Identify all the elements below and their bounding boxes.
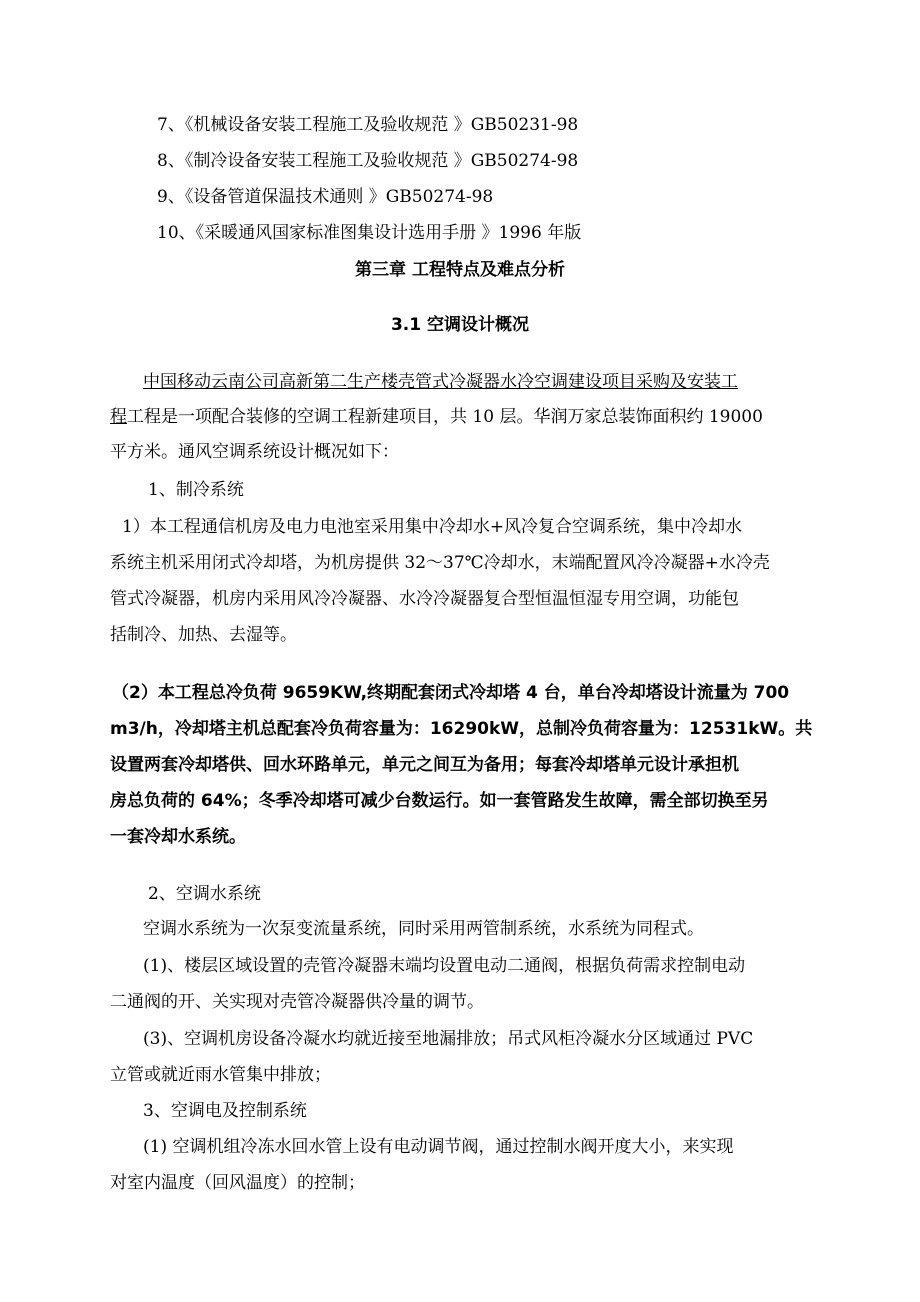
- paragraph-line: 1）本工程通信机房及电力电池室采用集中冷却水+风冷复合空调系统，集中冷却水: [122, 517, 743, 537]
- intro-line-2: [110, 406, 763, 428]
- paragraph-line: 对室内温度（回风温度）的控制；: [110, 1173, 365, 1193]
- section-title: 3.1 空调设计概况: [390, 315, 530, 335]
- intro-line-3: 平方米。通风空调系统设计概况如下：: [110, 442, 399, 462]
- project-name-end: 程: [110, 407, 127, 427]
- paragraph-line: 管式冷凝器，机房内采用风冷冷凝器、水冷冷凝器复合型恒温恒湿专用空调，功能包: [110, 589, 739, 609]
- paragraph-line: （2）本工程总冷负荷 9659KW,终期配套闭式冷却塔 4 台，单台冷却塔设计流量为 700: [112, 683, 790, 703]
- reference-item: 7、《机械设备安装工程施工及验收规范 》GB50231-98: [157, 115, 579, 135]
- paragraph-line: 设置两套冷却塔供、回水环路单元，单元之间互为备用；每套冷却塔单元设计承担机: [110, 755, 739, 775]
- chapter-title: 第三章 工程特点及难点分析: [355, 260, 565, 280]
- paragraph-line: m3/h，冷却塔主机总配套冷负荷容量为：16290kW，总制冷负荷容量为：12531kW。共: [110, 719, 813, 739]
- paragraph-line: 立管或就近雨水管集中排放；: [110, 1065, 331, 1085]
- intro-text: 工程是一项配合装修的空调工程新建项目，共 10 层。华润万家总装饰面积约 19000: [127, 407, 763, 427]
- paragraph-line: 括制冷、加热、去湿等。: [110, 625, 297, 645]
- section-heading: 1、制冷系统: [148, 480, 244, 500]
- project-name: 中国移动云南公司高新第二生产楼壳管式冷凝器水冷空调建设项目采购及安装工: [143, 372, 738, 392]
- paragraph-line: (1) 空调机组冷冻水回水管上设有电动调节阀，通过控制水阀开度大小，来实现: [143, 1137, 734, 1157]
- section-heading: 2、空调水系统: [148, 884, 261, 904]
- section-heading: 3、空调电及控制系统: [143, 1101, 307, 1121]
- reference-item: 10、《采暖通风国家标准图集设计选用手册 》1996 年版: [157, 223, 582, 243]
- paragraph-line: (1)、楼层区域设置的壳管冷凝器末端均设置电动二通阀，根据负荷需求控制电动: [143, 956, 746, 976]
- paragraph-line: 系统主机采用闭式冷却塔，为机房提供 32～37℃冷却水，末端配置风冷冷凝器+水冷壳: [110, 553, 770, 573]
- reference-item: 9、《设备管道保温技术通则 》GB50274-98: [157, 187, 494, 207]
- paragraph-line: 二通阀的开、关实现对壳管冷凝器供冷量的调节。: [110, 992, 484, 1012]
- intro-line-1: [143, 371, 738, 393]
- paragraph-line: (3)、空调机房设备冷凝水均就近接至地漏排放；吊式风柜冷凝水分区域通过 PVC: [143, 1029, 754, 1049]
- paragraph-line: 空调水系统为一次泵变流量系统，同时采用两管制系统，水系统为同程式。: [143, 919, 704, 939]
- paragraph-line: 一套冷却水系统。: [110, 827, 246, 847]
- paragraph-line: 房总负荷的 64%；冬季冷却塔可减少台数运行。如一套管路发生故障，需全部切换至另: [110, 791, 769, 811]
- reference-item: 8、《制冷设备安装工程施工及验收规范 》GB50274-98: [157, 151, 579, 171]
